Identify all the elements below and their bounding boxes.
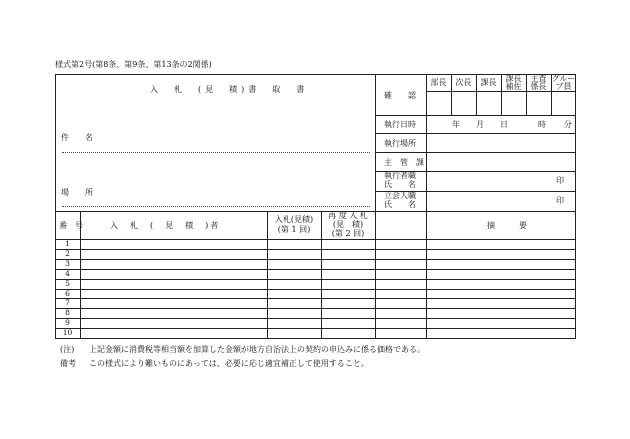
row-number: 2 <box>65 248 70 258</box>
place-dotted-line <box>62 206 370 207</box>
exec-place-label: 執行場所 <box>384 139 416 148</box>
exec-hour: 時 <box>538 120 546 129</box>
biko-text: この様式により難いものにあっては、必要に応じ適宜補正して使用すること。 <box>89 359 369 368</box>
table-row-line <box>55 289 576 290</box>
form-number: 様式第2号(第8条、第9条、第13条の2関係) <box>55 60 212 69</box>
table-col-line <box>80 211 81 339</box>
exec-minute: 分 <box>564 120 572 129</box>
row-number: 3 <box>65 258 70 268</box>
item-label: 件 名 <box>61 133 93 142</box>
info-row-line <box>375 115 576 116</box>
witness-post-label: 立会人職 <box>384 191 416 200</box>
exec-date-label: 執行日時 <box>384 120 416 129</box>
kakunin-label: 確 認 <box>384 91 416 100</box>
row-number: 1 <box>65 239 70 248</box>
exec-day: 日 <box>500 120 508 129</box>
manager-label: 主 管 課 <box>384 158 424 167</box>
table-col-line <box>426 211 427 339</box>
row-number: 5 <box>65 278 70 288</box>
table-row-line <box>55 328 576 329</box>
approver-shusa-1: 主査 <box>530 74 547 83</box>
approver-kachouhosa-1: 課長 <box>505 74 522 83</box>
approver-kachou: 課長 <box>480 78 497 87</box>
note-label: (注) <box>60 345 75 354</box>
col-header-second-3: (第 2 回) <box>331 229 365 238</box>
approver-buchou: 部長 <box>430 78 447 87</box>
col-header-remarks: 摘 要 <box>487 221 527 230</box>
row-number: 6 <box>65 288 70 298</box>
table-row-line <box>55 269 576 270</box>
table-row-line <box>55 279 576 280</box>
approver-jichou: 次長 <box>455 78 472 87</box>
approver-group-1: グルー <box>551 74 576 83</box>
table-row-line <box>55 308 576 309</box>
approver-kachouhosa-2: 補佐 <box>505 82 522 91</box>
item-dotted-line <box>62 152 370 153</box>
row-number: 10 <box>62 328 73 338</box>
witness-name-label: 氏 名 <box>384 200 416 209</box>
place-label: 場 所 <box>61 188 93 197</box>
note-text: 上記金額に消費税等相当額を加算した金額が地方自治法上の契約の申込みに係る価格である。 <box>89 345 425 354</box>
info-row-line <box>375 133 576 134</box>
receipt-title: 入 札 (見 積)書 取 書 <box>150 85 309 94</box>
table-top-line <box>55 211 576 212</box>
table-header-line <box>55 239 576 240</box>
biko-label: 備考 <box>60 359 76 368</box>
table-row-line <box>55 259 576 260</box>
table-col-line <box>375 211 376 339</box>
row-number: 7 <box>65 298 70 308</box>
witness-seal: 印 <box>556 196 564 205</box>
row-number: 8 <box>65 308 70 318</box>
table-row-line <box>55 249 576 250</box>
col-header-first-1: 入札(見積) <box>274 215 314 224</box>
exec-month: 月 <box>476 120 484 129</box>
table-row-line <box>55 298 576 299</box>
executor-seal: 印 <box>556 176 564 185</box>
approver-group-2: プ員 <box>555 82 572 91</box>
executor-post-label: 執行者職 <box>384 171 416 180</box>
exec-year: 年 <box>452 120 460 129</box>
row-number: 4 <box>65 268 70 278</box>
col-header-no: 番 号 <box>59 221 83 230</box>
row-number: 9 <box>65 318 70 328</box>
info-row-line <box>375 152 576 153</box>
approver-shusa-2: 係長 <box>530 82 547 91</box>
table-row-line <box>55 318 576 319</box>
col-header-second-1: 再 度 入 札 <box>328 211 368 220</box>
col-header-second-2: (見 積) <box>332 220 364 229</box>
col-header-bidder: 入 札 ( 見 積 )者 <box>110 221 221 230</box>
col-header-first-2: (第 1 回) <box>277 225 311 234</box>
executor-name-label: 氏 名 <box>384 180 416 189</box>
